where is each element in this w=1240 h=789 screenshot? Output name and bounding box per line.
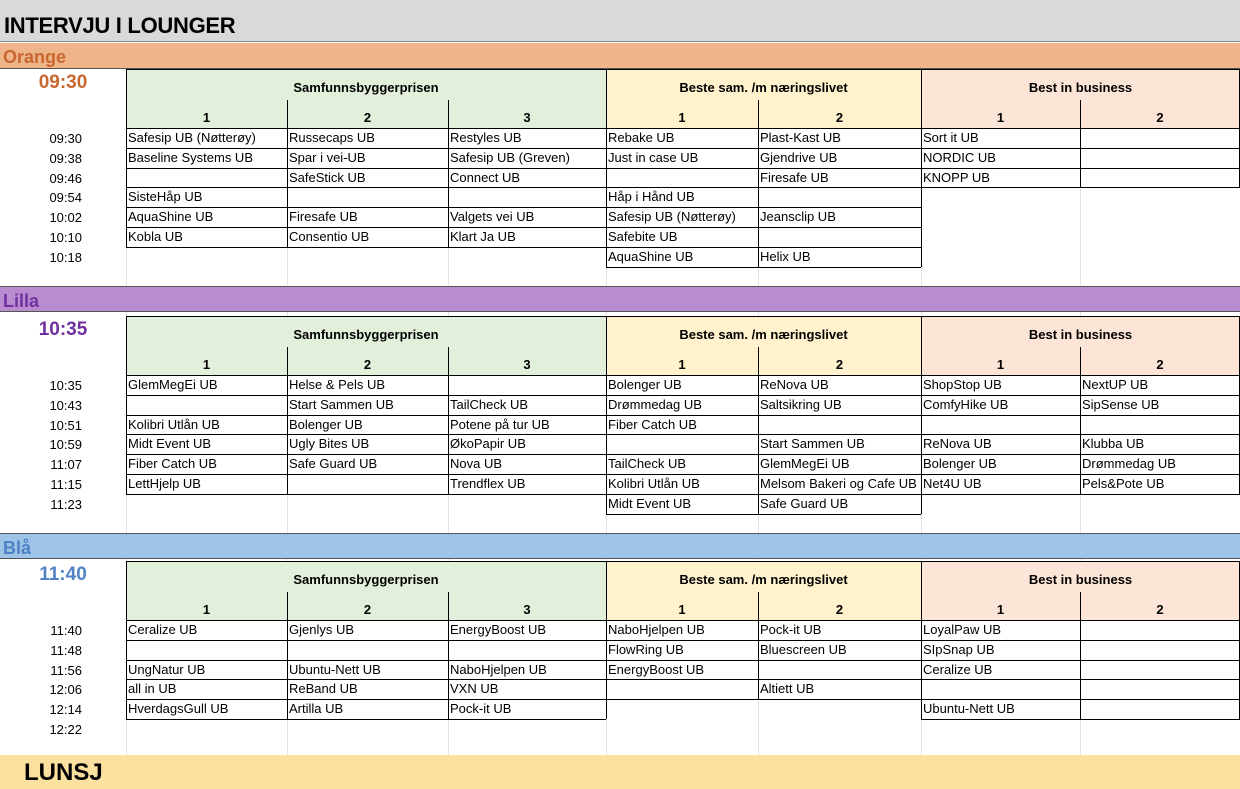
interview-cell: Firesafe UB	[289, 209, 358, 225]
interview-cell: LoyalPaw UB	[923, 622, 1002, 637]
cell-border	[126, 474, 606, 475]
cell-border	[606, 660, 921, 661]
cell-border	[921, 100, 922, 128]
empty-cell	[606, 701, 758, 721]
cell-border	[126, 415, 606, 416]
interview-cell: Klubba UB	[1082, 436, 1145, 452]
interview-cell: Altiett UB	[760, 681, 815, 697]
cell-border	[126, 660, 606, 661]
cell-border	[606, 514, 921, 515]
lunch-banner	[0, 755, 1240, 789]
time-slot: 10:10	[49, 230, 82, 245]
interview-cell: Bolenger UB	[289, 416, 363, 432]
category-label: Best in business	[1028, 80, 1133, 95]
cell-border	[1080, 375, 1081, 494]
column-number-label: 1	[202, 110, 211, 125]
empty-cell	[921, 229, 1080, 249]
column-number	[448, 100, 606, 128]
cell-border	[921, 494, 1240, 495]
interview-cell: Fiber Catch UB	[128, 456, 217, 472]
cell-border	[606, 454, 921, 455]
cell-border	[126, 434, 606, 435]
time-slot: 12:14	[49, 702, 82, 718]
cell-border	[287, 347, 288, 375]
interview-cell: Helse & Pels UB	[289, 377, 386, 392]
cell-border	[921, 620, 922, 719]
interview-cell: Ubuntu-Nett UB	[923, 701, 1015, 717]
section-header-lilla	[0, 286, 1240, 312]
time-slot: 10:35	[49, 378, 82, 393]
cell-border	[606, 267, 921, 268]
page-title: INTERVJU I LOUNGER	[4, 13, 236, 38]
time-slot: 11:07	[50, 457, 82, 473]
interview-cell: Gjendrive UB	[760, 149, 838, 165]
column-number-label: 1	[678, 110, 686, 125]
category-label: Best in business	[1028, 327, 1133, 342]
column-number	[287, 347, 448, 375]
empty-cell	[1080, 721, 1240, 741]
interview-cell: SafeStick UB	[289, 169, 366, 185]
cell-border	[758, 592, 759, 620]
time-slot: 09:54	[49, 190, 82, 206]
interview-cell: Baseline Systems UB	[128, 149, 253, 165]
session-start-time: 09:30	[38, 72, 88, 93]
interview-cell: ØkoPapir UB	[450, 436, 526, 452]
time-slot: 10:51	[49, 417, 82, 433]
cell-border	[921, 719, 1240, 720]
column-number	[606, 592, 758, 620]
interview-cell: NaboHjelpen UB	[608, 622, 705, 637]
column-number	[126, 592, 287, 620]
column-number-label: 2	[363, 602, 372, 617]
cell-border	[126, 316, 1240, 317]
cell-border	[126, 128, 127, 247]
cell-border	[126, 640, 606, 641]
column-number-label: 2	[835, 602, 844, 617]
column-number	[921, 592, 1080, 620]
cell-border	[758, 128, 759, 267]
cell-border	[606, 207, 921, 208]
empty-cell	[1080, 209, 1240, 229]
category-label: Beste sam. /m næringslivet	[679, 327, 848, 342]
interview-cell: Just in case UB	[608, 149, 699, 165]
empty-cell	[921, 721, 1080, 741]
empty-cell	[606, 721, 758, 741]
cell-border	[448, 375, 449, 494]
empty-cell	[287, 721, 448, 741]
interview-cell: Safebite UB	[608, 229, 678, 244]
column-number-label: 1	[996, 110, 1005, 125]
interview-cell: Saltsikring UB	[760, 396, 842, 412]
time-slot: 11:48	[50, 642, 82, 658]
cell-border	[758, 347, 759, 375]
interview-cell: Firesafe UB	[760, 169, 829, 185]
interview-cell: Safe Guard UB	[289, 456, 378, 472]
interview-cell: Klart Ja UB	[450, 229, 516, 244]
category-label: Best in business	[1028, 572, 1133, 587]
time-slot: 09:30	[49, 131, 82, 146]
interview-cell: GlemMegEi UB	[128, 377, 218, 392]
interview-cell: Safesip UB (Nøtterøy)	[128, 130, 256, 145]
cell-border	[126, 679, 606, 680]
cell-border	[606, 128, 921, 129]
empty-cell	[448, 496, 606, 516]
cell-border	[606, 620, 921, 621]
time-slot: 11:56	[50, 662, 82, 678]
interview-cell: Drømmedag UB	[1082, 456, 1176, 472]
column-number-label: 3	[523, 110, 531, 125]
interview-cell: ComfyHike UB	[923, 396, 1009, 412]
interview-cell: ReNova UB	[760, 377, 829, 392]
interview-cell: ReBand UB	[289, 681, 358, 697]
cell-border	[126, 395, 606, 396]
interview-cell: Kobla UB	[128, 229, 183, 244]
cell-border	[126, 100, 127, 128]
cell-border	[448, 592, 449, 620]
cell-border	[921, 187, 1240, 188]
interview-cell: Safe Guard UB	[760, 495, 849, 511]
cell-border	[448, 620, 449, 719]
column-number-label: 2	[835, 110, 844, 125]
cell-border	[126, 69, 1240, 70]
cell-border	[606, 375, 921, 376]
interview-cell: Kolibri Utlån UB	[128, 416, 220, 432]
cell-border	[287, 100, 288, 128]
column-number	[448, 347, 606, 375]
column-number-label: 3	[523, 357, 531, 372]
cell-border	[126, 561, 1240, 562]
interview-cell: Midt Event UB	[608, 495, 692, 511]
cell-border	[921, 592, 922, 620]
column-number-label: 1	[678, 602, 686, 617]
interview-cell: Spar i vei-UB	[289, 149, 366, 165]
empty-cell	[921, 496, 1080, 516]
time-slot: 10:59	[49, 437, 82, 453]
cell-border	[448, 128, 449, 247]
cell-border	[126, 148, 606, 149]
empty-cell	[1080, 249, 1240, 269]
time-slot: 12:22	[49, 722, 82, 737]
interview-cell: Nova UB	[450, 456, 503, 472]
cell-border	[126, 227, 606, 228]
interview-cell: Start Sammen UB	[760, 436, 865, 452]
cell-border	[606, 148, 921, 149]
column-number	[1080, 592, 1240, 620]
interview-cell: LettHjelp UB	[128, 476, 201, 491]
cell-border	[606, 100, 607, 128]
interview-cell: HverdagsGull UB	[128, 701, 229, 717]
category-label: Samfunnsbyggerprisen	[293, 327, 439, 342]
column-number	[758, 592, 921, 620]
interview-cell: ShopStop UB	[923, 377, 1002, 392]
column-number	[921, 347, 1080, 375]
cell-border	[126, 375, 606, 376]
interview-cell: Bluescreen UB	[760, 641, 847, 657]
cell-border	[606, 474, 921, 475]
empty-cell	[126, 496, 287, 516]
cell-border	[126, 592, 127, 620]
interview-cell: EnergyBoost UB	[608, 661, 705, 677]
cell-border	[1080, 620, 1081, 719]
cell-border	[126, 207, 606, 208]
empty-cell	[448, 721, 606, 741]
interview-cell: TailCheck UB	[450, 396, 529, 412]
cell-border	[606, 415, 921, 416]
interview-cell: AquaShine UB	[608, 248, 694, 264]
cell-border	[758, 375, 759, 514]
column-number	[448, 592, 606, 620]
cell-border	[126, 128, 606, 129]
category-label: Beste sam. /m næringslivet	[679, 572, 848, 587]
interview-cell: Safesip UB (Nøtterøy)	[608, 209, 736, 225]
interview-cell: Net4U UB	[923, 476, 982, 491]
interview-cell: Russecaps UB	[289, 130, 375, 145]
interview-cell: EnergyBoost UB	[450, 622, 547, 637]
section-title-blaa: Blå	[3, 538, 32, 558]
cell-border	[606, 640, 921, 641]
column-number	[606, 347, 758, 375]
cell-border	[1080, 592, 1081, 620]
interview-cell: GlemMegEi UB	[760, 456, 850, 472]
lunch-label: LUNSJ	[24, 759, 103, 786]
column-number	[287, 100, 448, 128]
interview-cell: NextUP UB	[1082, 377, 1149, 392]
interview-cell: Safesip UB (Greven)	[450, 149, 570, 165]
session-start-time: 10:35	[38, 319, 88, 340]
empty-cell	[1080, 496, 1240, 516]
cell-border	[448, 347, 449, 375]
interview-cell: Jeansclip UB	[760, 209, 836, 225]
interview-cell: Melsom Bakeri og Cafe UB	[760, 476, 917, 491]
interview-cell: Rebake UB	[608, 130, 675, 145]
cell-border	[126, 494, 606, 495]
cell-border	[126, 168, 606, 169]
interview-cell: UngNatur UB	[128, 661, 206, 677]
cell-border	[606, 347, 607, 375]
empty-cell	[448, 249, 606, 269]
category-label: Samfunnsbyggerprisen	[293, 572, 439, 587]
interview-cell: Consentio UB	[289, 229, 370, 244]
cell-border	[606, 395, 921, 396]
interview-cell: VXN UB	[450, 681, 499, 697]
interview-cell: FlowRing UB	[608, 641, 684, 657]
interview-cell: Bolenger UB	[608, 377, 682, 392]
schedule-orange	[0, 69, 1240, 285]
cell-border	[126, 620, 606, 621]
time-slot: 12:06	[49, 682, 82, 698]
cell-border	[606, 699, 921, 700]
cell-border	[126, 719, 606, 720]
cell-border	[126, 454, 606, 455]
interview-cell: Bolenger UB	[923, 456, 997, 472]
cell-border	[606, 620, 607, 699]
time-slot: 09:38	[49, 150, 82, 166]
cell-border	[126, 347, 127, 375]
cell-border	[606, 168, 921, 169]
cell-border	[758, 620, 759, 699]
time-slot: 09:46	[49, 170, 82, 186]
cell-border	[1080, 128, 1081, 187]
column-number-label: 1	[678, 357, 686, 372]
cell-border	[126, 247, 606, 248]
cell-border	[1080, 347, 1081, 375]
column-number	[606, 100, 758, 128]
cell-border	[606, 494, 921, 495]
interview-cell: TailCheck UB	[608, 456, 687, 472]
cell-border	[606, 434, 921, 435]
time-slot: 11:15	[50, 477, 82, 492]
time-slot: 11:40	[50, 623, 82, 638]
cell-border	[606, 592, 607, 620]
session-start-time: 11:40	[39, 564, 87, 585]
column-number-label: 2	[1156, 357, 1164, 372]
empty-cell	[126, 721, 287, 741]
cell-border	[606, 128, 607, 267]
empty-cell	[921, 209, 1080, 229]
section-title-orange: Orange	[3, 47, 67, 67]
interview-cell: Ubuntu-Nett UB	[289, 661, 381, 677]
interview-cell: ReNova UB	[923, 436, 992, 452]
empty-cell	[287, 496, 448, 516]
interview-cell: Håp i Hånd UB	[608, 189, 695, 205]
interview-cell: KNOPP UB	[923, 169, 990, 185]
interview-cell: Pock-it UB	[760, 622, 822, 637]
interview-cell: SipSense UB	[1082, 396, 1160, 412]
interview-cell: Plast-Kast UB	[760, 130, 841, 145]
column-number	[1080, 347, 1240, 375]
interview-cell: Restyles UB	[450, 130, 522, 145]
cell-border	[126, 187, 606, 188]
cell-border	[921, 128, 922, 187]
column-number-label: 2	[835, 357, 844, 372]
interview-cell: Ugly Bites UB	[289, 436, 370, 452]
interview-cell: Fiber Catch UB	[608, 416, 697, 432]
interview-cell: SisteHåp UB	[128, 189, 203, 205]
column-number-label: 1	[202, 602, 211, 617]
column-number	[126, 100, 287, 128]
column-number	[758, 100, 921, 128]
title-bar	[0, 0, 1240, 42]
empty-cell	[921, 249, 1080, 269]
cell-border	[606, 679, 921, 680]
time-slot: 10:43	[49, 397, 82, 413]
interview-cell: all in UB	[128, 681, 177, 697]
interview-cell: Drømmedag UB	[608, 396, 702, 412]
category-label: Samfunnsbyggerprisen	[293, 80, 439, 95]
schedule-blaa	[0, 561, 1240, 754]
column-number	[758, 347, 921, 375]
cell-border	[287, 375, 288, 494]
interview-cell: Sort it UB	[923, 130, 979, 145]
empty-cell	[758, 701, 921, 721]
interview-cell: SIpSnap UB	[923, 641, 995, 657]
interview-cell: Pels&Pote UB	[1082, 476, 1165, 491]
empty-cell	[921, 189, 1080, 209]
interview-cell: Connect UB	[450, 169, 521, 185]
cell-border	[1080, 100, 1081, 128]
interview-cell: Ceralize UB	[923, 661, 993, 677]
interview-cell: Pock-it UB	[450, 701, 512, 717]
cell-border	[606, 187, 921, 188]
interview-cell: Midt Event UB	[128, 436, 212, 452]
interview-cell: NaboHjelpen UB	[450, 661, 547, 677]
column-number-label: 1	[202, 357, 211, 372]
empty-cell	[287, 249, 448, 269]
cell-border	[606, 375, 607, 514]
interview-cell: Helix UB	[760, 248, 811, 264]
interview-cell: Kolibri Utlån UB	[608, 476, 700, 491]
column-number	[287, 592, 448, 620]
empty-cell	[1080, 701, 1240, 721]
cell-border	[606, 227, 921, 228]
column-number-label: 1	[996, 357, 1005, 372]
section-header-orange	[0, 43, 1240, 69]
cell-border	[606, 247, 921, 248]
column-number-label: 2	[363, 357, 372, 372]
column-number-label: 2	[363, 110, 372, 125]
empty-cell	[1080, 229, 1240, 249]
interview-cell: NORDIC UB	[923, 149, 996, 165]
section-header-blaa	[0, 533, 1240, 559]
cell-border	[126, 620, 127, 719]
column-number	[126, 347, 287, 375]
empty-cell	[1080, 189, 1240, 209]
cell-border	[921, 347, 922, 375]
section-title-lilla: Lilla	[3, 291, 40, 311]
interview-cell: Gjenlys UB	[289, 622, 355, 637]
empty-cell	[126, 249, 287, 269]
column-number-label: 1	[996, 602, 1005, 617]
cell-border	[126, 375, 127, 494]
time-slot: 10:18	[49, 249, 82, 265]
interview-cell: AquaShine UB	[128, 209, 214, 225]
column-number	[1080, 100, 1240, 128]
cell-border	[287, 620, 288, 719]
column-number-label: 3	[523, 602, 531, 617]
interview-cell: Ceralize UB	[128, 622, 198, 637]
time-slot: 11:23	[50, 496, 82, 512]
interview-cell: Start Sammen UB	[289, 396, 394, 412]
cell-border	[921, 375, 922, 494]
column-number-label: 2	[1156, 110, 1164, 125]
interview-cell: Artilla UB	[289, 701, 344, 717]
cell-border	[126, 699, 606, 700]
column-number-label: 2	[1156, 602, 1164, 617]
category-label: Beste sam. /m næringslivet	[679, 80, 848, 95]
time-slot: 10:02	[49, 210, 82, 226]
cell-border	[448, 100, 449, 128]
interview-cell: Trendflex UB	[450, 476, 526, 491]
cell-border	[758, 100, 759, 128]
column-number	[921, 100, 1080, 128]
interview-cell: Potene på tur UB	[450, 416, 550, 432]
empty-cell	[758, 721, 921, 741]
interview-cell: Valgets vei UB	[450, 209, 535, 225]
cell-border	[287, 128, 288, 247]
schedule-lilla	[0, 316, 1240, 531]
cell-border	[287, 592, 288, 620]
